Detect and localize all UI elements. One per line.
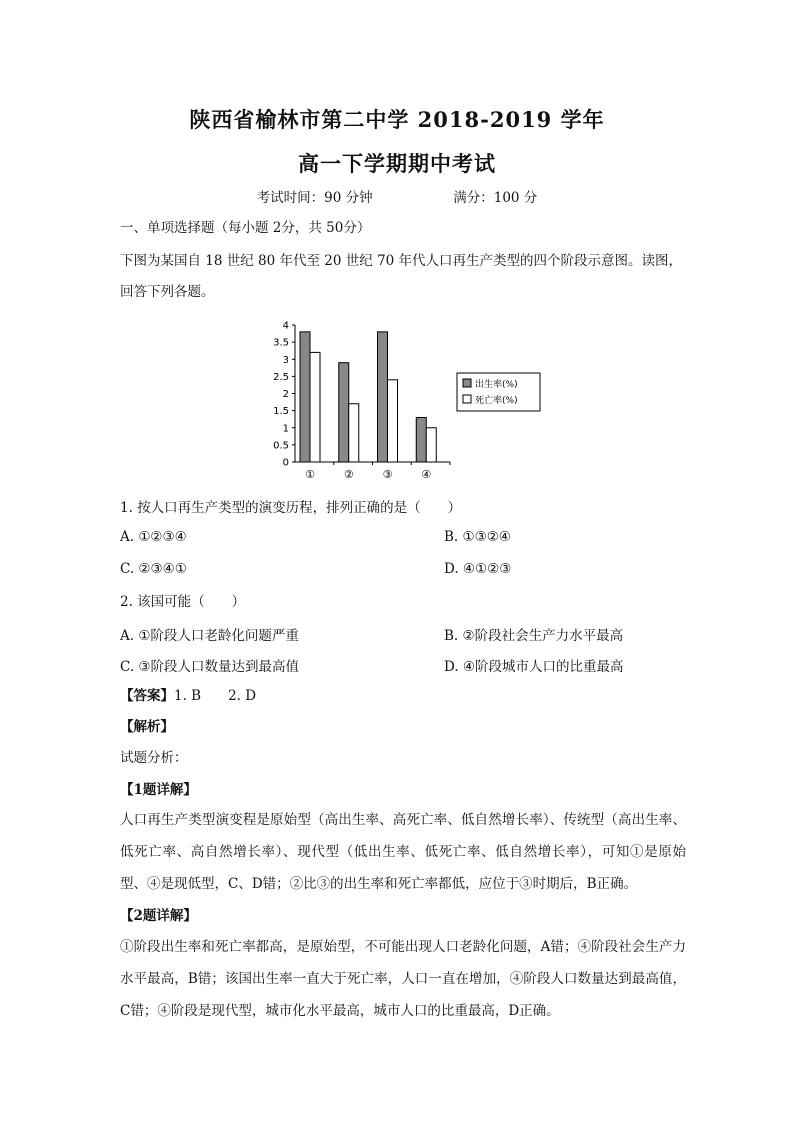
y-tick-label: 1.5: [273, 406, 289, 418]
y-tick-label: 2.5: [273, 371, 289, 383]
bar-death-1: [310, 352, 320, 462]
bar-death-3: [388, 380, 398, 462]
q1-detail-text: 人口再生产类型演变程是原始型（高出生率、高死亡率、低自然增长率）、传统型（高出生率、低死亡率、高自然增长率）、现代型（低出生率、低死亡率、低自然增长率），可知①是原始型、④是现低型，C、D错；②比③的出生率和死亡率都低，应位于③时期后，B正确。: [120, 812, 686, 892]
full-score: 满分：100 分: [453, 190, 538, 206]
bar-death-2: [349, 404, 359, 462]
exam-title-line2: 高一下学期期中考试: [298, 151, 496, 176]
question-2-option-a: A. ①阶段人口老龄化问题严重: [120, 628, 299, 644]
x-tick-label: ④: [421, 468, 432, 481]
analysis-label: 【解析】: [120, 719, 174, 735]
y-tick-label: 4: [282, 320, 289, 332]
question-1-option-b: B. ①③②④: [444, 529, 511, 545]
x-tick-label: ③: [382, 468, 393, 481]
bar-birth-1: [300, 332, 310, 462]
answer-label: 【答案】: [120, 688, 174, 704]
question-1-option-d: D. ④①②③: [444, 561, 512, 577]
chart-legend: [457, 373, 540, 411]
q1-detail-heading: 【1题详解】: [120, 782, 197, 798]
q2-detail-text: ①阶段出生率和死亡率都高，是原始型，不可能出现人口老龄化问题，A错；④阶段社会生产力水平最高，B错；该国出生率一直大于死亡率，人口一直在增加，④阶段人口数量达到最高值，C错；④阶段是现代型，城市化水平最高，城市人口的比重最高，D正确。: [120, 939, 686, 1019]
question-2-stem: 2. 该国可能（ ）: [120, 594, 246, 610]
question-2-option-b: B. ②阶段社会生产力水平最高: [444, 628, 624, 644]
y-tick-label: 3.5: [273, 337, 289, 349]
question-2-option-c: C. ③阶段人口数量达到最高值: [120, 659, 300, 675]
y-tick-label: 0.5: [273, 440, 289, 452]
legend-label-birth: 出生率(%): [475, 380, 518, 390]
y-tick-label: 3: [282, 354, 289, 366]
bar-birth-3: [378, 332, 388, 462]
legend-swatch-death: [463, 395, 471, 403]
question-2-option-d: D. ④阶段城市人口的比重最高: [444, 659, 624, 675]
answer-text: 1. B 2. D: [174, 688, 257, 704]
x-tick-label: ②: [343, 468, 354, 481]
intro-line-2: 回答下列各题。: [120, 284, 215, 300]
bar-death-4: [426, 428, 436, 462]
y-tick-label: 0: [282, 457, 289, 469]
analysis-intro: 试题分析：: [120, 750, 188, 766]
question-1-stem: 1. 按人口再生产类型的演变历程，排列正确的是（ ）: [120, 500, 462, 516]
exam-info: [0, 186, 794, 206]
y-tick-label: 2: [282, 389, 289, 400]
intro-line-1: 下图为某国自 18 世纪 80 年代至 20 世纪 70 年代人口再生产类型的四个阶段示意图。读图，: [120, 253, 683, 269]
population-bar-chart: [255, 315, 555, 490]
legend-swatch-birth: [463, 379, 471, 387]
q2-detail-heading: 【2题详解】: [120, 908, 197, 924]
answer-line: [120, 686, 680, 706]
question-1-option-a: A. ①②③④: [120, 529, 187, 545]
bars-group: [300, 332, 436, 462]
bar-birth-4: [416, 417, 426, 462]
question-1-option-c: C. ②③④①: [120, 561, 187, 577]
legend-label-death: 死亡率(%): [475, 396, 518, 406]
exam-time: 考试时间：90 分钟: [256, 190, 373, 206]
x-tick-label: ①: [305, 468, 315, 481]
exam-title-line1: 陕西省榆林市第二中学 2018-2019 学年: [189, 107, 605, 132]
bar-birth-2: [339, 363, 349, 462]
x-tick-labels: [305, 462, 450, 481]
y-tick-label: 1: [282, 423, 289, 435]
section-heading: 一、单项选择题（每小题 2分，共 50分）: [120, 220, 371, 236]
